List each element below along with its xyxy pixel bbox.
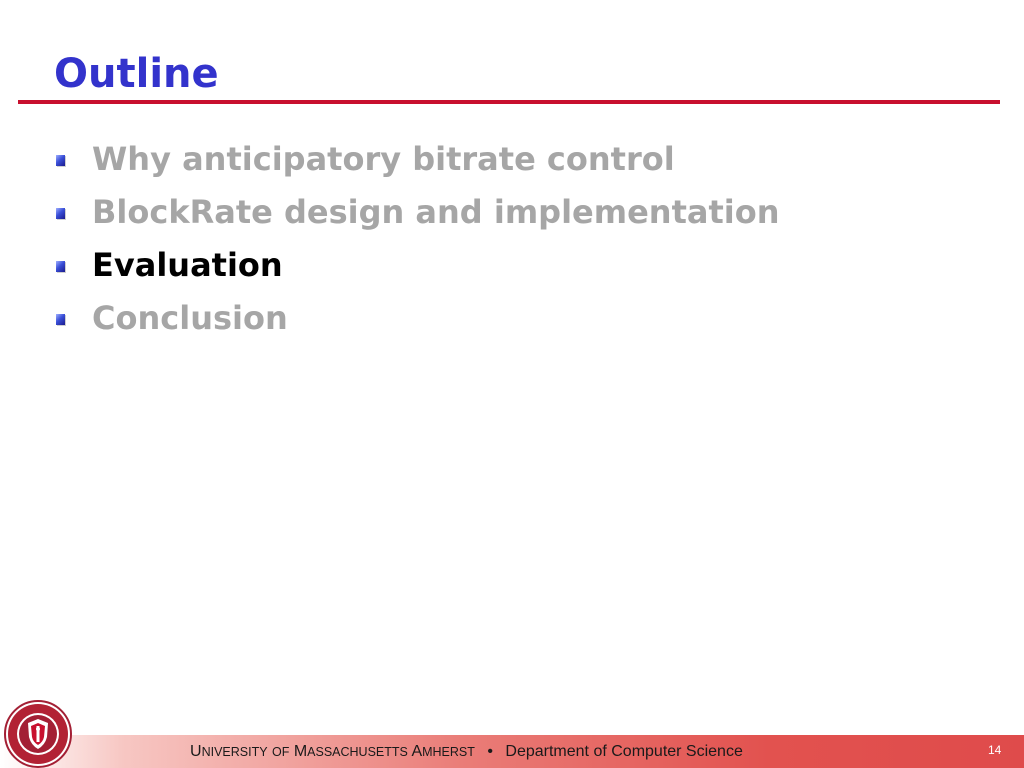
outline-item-design — [56, 185, 779, 238]
outline-item-motivation — [56, 132, 779, 185]
page-number: 14 — [988, 743, 1002, 757]
outline-item-evaluation — [56, 238, 779, 291]
outline-item-label: Evaluation — [92, 245, 283, 284]
square-bullet-icon — [56, 314, 65, 325]
title-divider — [18, 100, 1000, 104]
footer-of: OF — [272, 745, 290, 759]
outline-list — [56, 132, 779, 344]
footer-u: U — [190, 743, 202, 760]
footer-separator: • — [487, 743, 493, 760]
square-bullet-icon — [56, 208, 65, 219]
outline-item-label: Conclusion — [92, 298, 288, 337]
footer-niversity: NIVERSITY — [201, 745, 268, 759]
outline-item-label: BlockRate design and implementation — [92, 192, 780, 231]
square-bullet-icon — [56, 155, 65, 166]
footer-a: A — [411, 743, 423, 760]
outline-item-label: Why anticipatory bitrate control — [92, 139, 675, 178]
university-seal-icon — [3, 700, 73, 768]
footer-department: Department of Computer Science — [505, 743, 743, 760]
footer-assachusetts: ASSACHUSETTS — [307, 745, 408, 759]
slide-title: Outline — [54, 51, 219, 97]
footer-mherst: MHERST — [422, 745, 475, 759]
footer-m: M — [293, 743, 308, 760]
footer-affiliation — [190, 742, 743, 762]
outline-item-conclusion — [56, 291, 779, 344]
square-bullet-icon — [56, 261, 65, 272]
